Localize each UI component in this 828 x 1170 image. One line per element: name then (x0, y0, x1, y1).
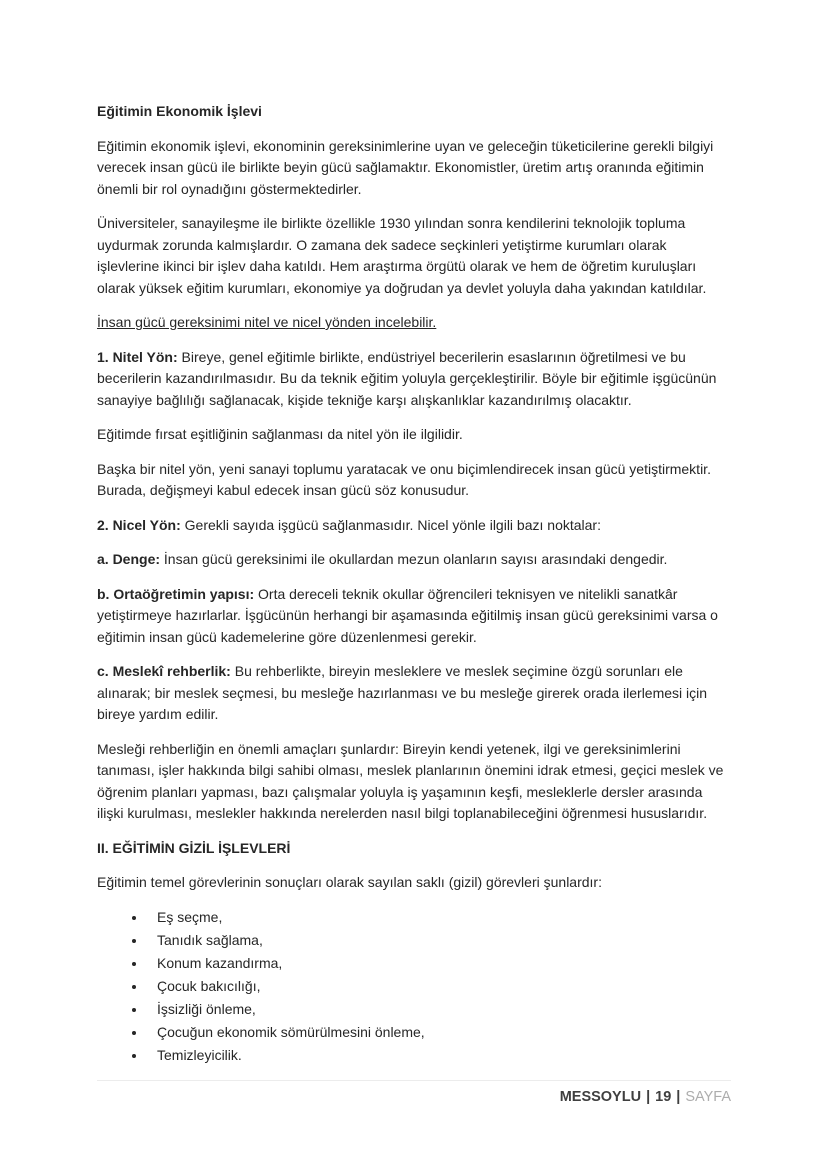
paragraph (97, 459, 731, 502)
bullet-list (97, 907, 731, 1067)
bold-run: a. Denge: (97, 551, 161, 567)
text-run: Gerekli sayıda işgücü sağlanmasıdır. Nicel yönle ilgili bazı noktalar: (180, 516, 601, 533)
document-body (97, 101, 731, 1066)
bold-run: b. Ortaöğretimin yapısı: (97, 585, 255, 602)
paragraph (97, 347, 731, 412)
list-item: • Temizleyicilik. (147, 1045, 731, 1067)
footer-separator: | (676, 1089, 681, 1105)
text-run: Bu rehberlikte, bireyin mesleklere ve meslek seçimine özgü sorunları ele alınarak; bir meslek seçmesi, bu mesleğe hazırlanması ve bu mesleğe girerek orada ilerlemesi için bireye yardım edilir. (97, 663, 708, 722)
paragraph (97, 549, 731, 571)
text-run: Üniversiteler, sanayileşme ile birlikte özellikle 1930 yılından sonra kendilerini teknolojik topluma uydurmak zorunda kalmışlardır. O zamana dek sadece seçkinleri yetiştirme kurumları olarak işlevlerine ikinci bir işlev daha katıldı. Hem araştırma örgütü olarak ve hem de öğretim kuruluşları olarak yüksek eğitim kurumları, ekonomiye ya doğrudan ya devlet yoluyla daha yakından katıldılar. (97, 215, 707, 296)
paragraph (97, 739, 731, 825)
paragraph (97, 515, 731, 537)
footer-page-label: SAYFA (685, 1089, 731, 1105)
text-run: Eğitimin temel görevlerinin sonuçları olarak sayılan saklı (gizil) görevleri şunlardır: (97, 874, 602, 890)
list-item: • Eş seçme, (147, 907, 731, 929)
text-run: Mesleği rehberliğin en önemli amaçları şunlardır: Bireyin kendi yetenek, ilgi ve gereksinimlerini tanıması, işler hakkında bilgi sahibi olması, meslek planlarının önemini idrak etmesi, geçici meslek ve öğrenim planları yapması, bazı çalışmalar yoluyla iş yaşamının keşfi, mesleklerle dersler arasında ilişki kurulması, meslekler hakkında nerelerden nasıl bilgi toplanabileceğini öğrenmesi hususlarıdır. (97, 740, 724, 821)
paragraph (97, 424, 731, 446)
paragraph (97, 213, 731, 299)
paragraph (97, 872, 731, 894)
text-run: Eğitimin ekonomik işlevi, ekonominin gereksinimlerine uyan ve geleceğin tüketicilerine gerekli bilgiyi verecek insan gücü ile birlikte beyin gücü sağlamaktır. Ekonomistler, üretim artış oranında eğitimin önemli bir rol oynadığını göstermektedirler. (97, 137, 714, 197)
list-item: • Tanıdık sağlama, (147, 930, 731, 952)
footer-separator: | (646, 1089, 651, 1105)
list-item: • Konum kazandırma, (147, 953, 731, 975)
section-heading: II. EĞİTİMİN GİZİL İŞLEVLERİ (97, 839, 291, 856)
page-footer (97, 1080, 731, 1106)
bold-run: c. Meslekî rehberlik: (97, 663, 231, 679)
list-item: • Çocuk bakıcılığı, (147, 976, 731, 998)
list-item: • İşsizliği önleme, (147, 999, 731, 1021)
paragraph (97, 136, 731, 201)
text-run: Eğitimde fırsat eşitliğinin sağlanması da nitel yön ile ilgilidir. (97, 426, 463, 442)
footer-author: MESSOYLU (559, 1089, 642, 1105)
bold-run: 1. Nitel Yön: (97, 348, 178, 365)
text-run: Başka bir nitel yön, yeni sanayi toplumu yaratacak ve onu biçimlendirecek insan gücü yetiştirmektir. Burada, değişmeyi kabul edecek insan gücü söz konusudur. (97, 460, 711, 498)
text-run: Orta dereceli teknik okullar öğrencileri teknisyen ve nitelikli sanatkâr yetiştirmeye hazırlarlar. İşgücünün herhangi bir aşamasında eğitilmiş insan gücü gereksinimi varsa o eğitimin insan gücü kademelerine göre düzenlenmesi gerekir. (97, 585, 718, 645)
list-item: • Çocuğun ekonomik sömürülmesini önleme, (147, 1022, 731, 1044)
paragraph (97, 584, 731, 649)
text-run: Bireye, genel eğitimle birlikte, endüstriyel becerilerin esaslarının öğretilmesi ve bu becerilerin kazandırılmasıdır. Bu da teknik eğitim yoluyla gerçekleştirilir. Böyle bir eğitimle işgücünün sanayiye bağlılığı sağlanacak, kişide tekniğe karşı alışkanlıklar kazandırılmış olacaktır. (97, 348, 717, 408)
text-run: İnsan gücü gereksinimi ile okullardan mezun olanların sayısı arasındaki dengedir. (160, 551, 668, 567)
paragraph (97, 661, 731, 726)
bold-run: 2. Nicel Yön: (97, 516, 181, 533)
section-heading: Eğitimin Ekonomik İşlevi (97, 103, 262, 119)
paragraph (97, 312, 731, 334)
underline-run: İnsan gücü gereksinimi nitel ve nicel yönden incelebilir. (97, 314, 437, 330)
footer-page-number: 19 (655, 1089, 672, 1105)
